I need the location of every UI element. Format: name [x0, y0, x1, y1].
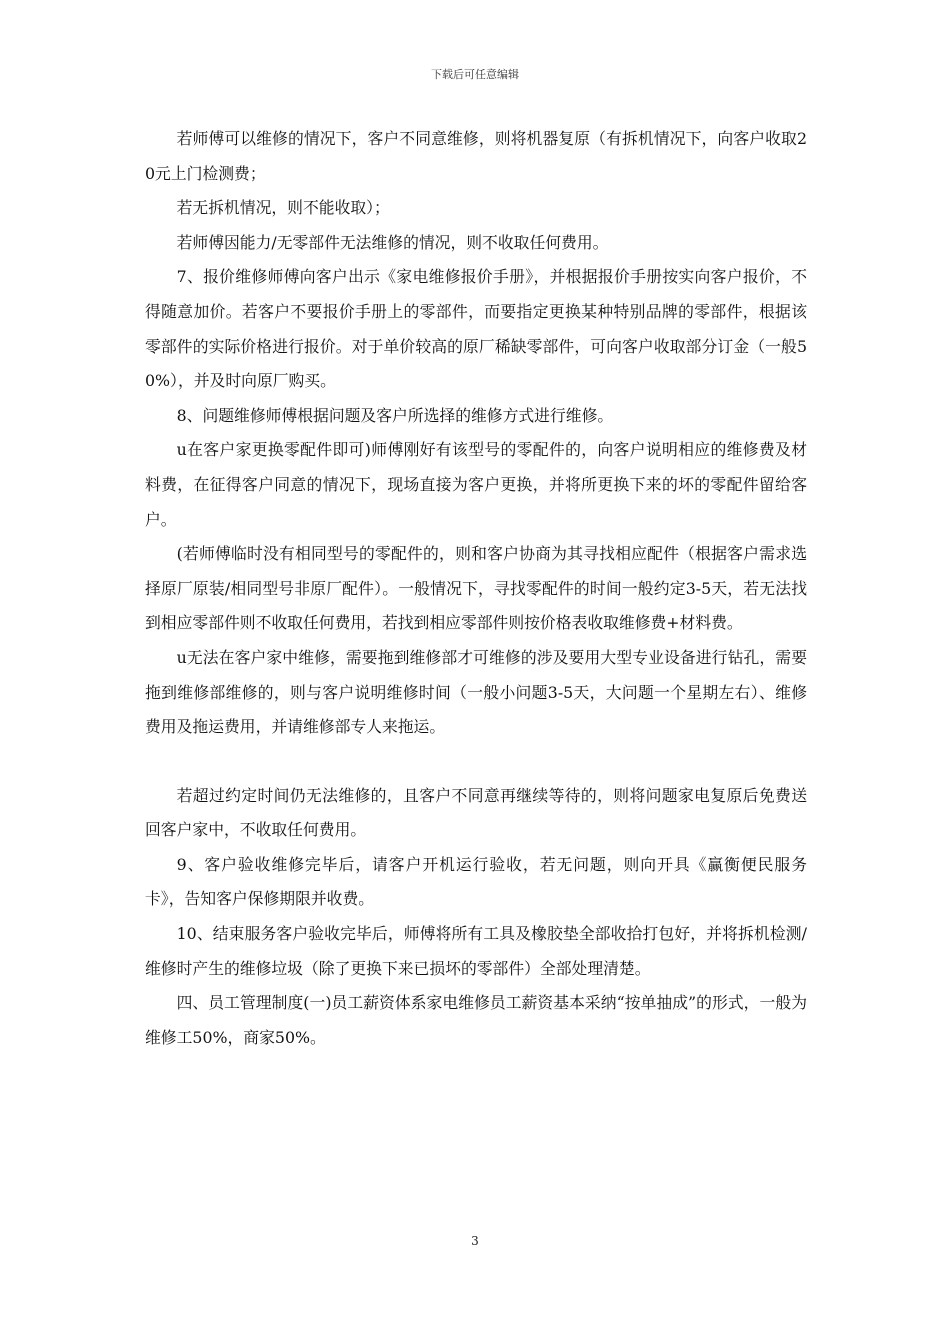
page-header: 下载后可任意编辑 [431, 68, 519, 81]
paragraph-quote: 7、报价维修师傅向客户出示《家电维修报价手册》，并根据报价手册按实向客户报价，不得随意加价。若客户不要报价手册上的零部件，而要指定更换某种特别品牌的零部件，根据该零部件的实际价格进行报价。对于单价较高的原厂稀缺零部件，可向客户收取部分订金（一般50%），并及时向原厂购买。 [145, 267, 807, 391]
paragraph-overtime: 若超过约定时间仍无法维修的，且客户不同意再继续等待的，则将问题家电复原后免费送回客户家中，不收取任何费用。 [145, 785, 807, 840]
paragraph-unable-to-repair: 若师傅因能力/无零部件无法维修的情况，则不收取任何费用。 [176, 232, 609, 252]
paragraph-no-repair-refusal: 若师傅可以维修的情况下，客户不同意维修，则将机器复原（有拆机情况下，向客户收取20元上门检测费； [145, 129, 807, 183]
paragraph-staff-management: 四、员工管理制度(一)员工薪资体系家电维修员工薪资基本采纳“按单抽成”的形式，一般为维修工50%，商家50%。 [145, 993, 807, 1047]
paragraph-find-parts: (若师傅临时没有相同型号的零配件的，则和客户协商为其寻找相应配件（根据客户需求选择原厂原装/相同型号非原厂配件）。一般情况下，寻找零配件的时间一般约定3-5天，若无法找到相应零部件则不收取任何费用，若找到相应零部件则按价格表收取维修费+材料费。 [145, 544, 807, 633]
document-body [145, 122, 807, 1055]
paragraph-end-service: 10、结束服务客户验收完毕后，师傅将所有工具及橡胶垫全部收拾打包好，并将拆机检测/维修时产生的维修垃圾（除了更换下来已损坏的零部件）全部处理清楚。 [145, 924, 807, 978]
paragraph-gap [145, 745, 807, 779]
paragraph-no-disassembly: 若无拆机情况，则不能收取）； [176, 198, 390, 218]
paragraph-onsite-parts: u在客户家更换零配件即可)师傅刚好有该型号的零配件的，向客户说明相应的维修费及材料费，在征得客户同意的情况下，现场直接为客户更换，并将所更换下来的坏的零配件留给客户。 [145, 440, 807, 529]
paragraph-repair: 8、问题维修师傅根据问题及客户所选择的维修方式进行维修。 [176, 405, 614, 425]
paragraph-workshop-repair: u无法在客户家中维修，需要拖到维修部才可维修的涉及要用大型专业设备进行钻孔，需要拖到维修部维修的，则与客户说明维修时间（一般小问题3-5天，大问题一个星期左右）、维修费用及拖运费用，并请维修部专人来拖运。 [145, 647, 807, 737]
page-number: 3 [471, 1234, 479, 1248]
paragraph-acceptance: 9、客户验收维修完毕后，请客户开机运行验收，若无问题，则向开具《赢衡便民服务卡》，告知客户保修期限并收费。 [145, 854, 807, 909]
